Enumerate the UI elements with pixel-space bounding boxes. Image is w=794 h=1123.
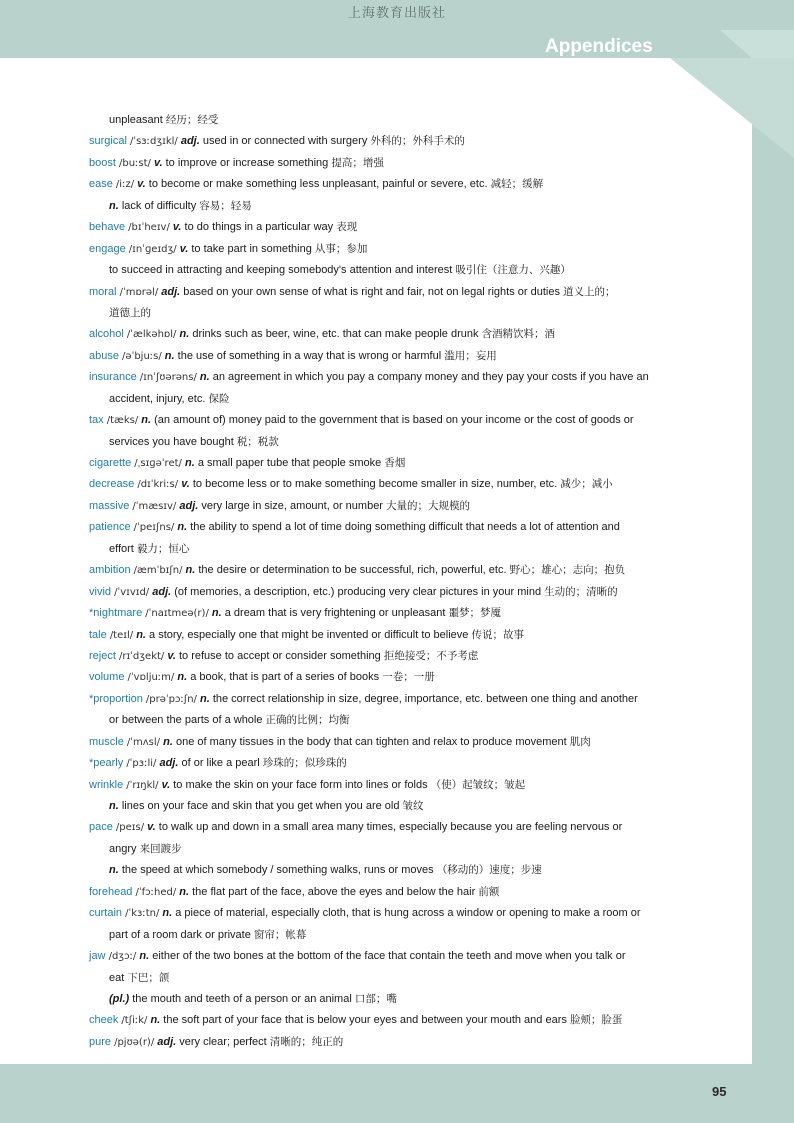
- glossary-line: [89, 324, 749, 345]
- part-of-speech: n.: [177, 671, 188, 684]
- glossary-line: [89, 968, 749, 989]
- definition: to become less or to make something become smaller in size, number, etc.: [192, 478, 558, 491]
- headword: decrease: [89, 478, 135, 491]
- translation: 皱纹: [402, 800, 424, 812]
- part-of-speech: adj.: [159, 757, 179, 770]
- phonetic: /prəˈpɔːʃn/: [145, 693, 197, 705]
- part-of-speech: adj.: [180, 135, 200, 148]
- definition: an agreement in which you pay a company money and they pay your costs if you have an: [212, 371, 649, 384]
- page-number: 95: [712, 1084, 727, 1099]
- phonetic: /æmˈbɪʃn/: [133, 565, 183, 577]
- glossary-line: [89, 239, 749, 260]
- glossary-list: [89, 110, 749, 1053]
- phonetic: /buːst/: [118, 157, 151, 169]
- headword: tale: [89, 628, 107, 641]
- translation: 窗帘；帐幕: [253, 928, 307, 941]
- glossary-line: [89, 389, 749, 410]
- part-of-speech: v.: [137, 178, 146, 191]
- definition: a small paper tube that people smoke: [197, 457, 382, 469]
- headword: cheek: [89, 1014, 119, 1027]
- glossary-line: [89, 817, 749, 838]
- glossary-line: [89, 882, 749, 903]
- translation: 减轻；缓解: [490, 178, 544, 191]
- glossary-line: [89, 410, 749, 431]
- headword: wrinkle: [89, 778, 124, 791]
- definition: the correct relationship in size, degree, importance, etc. between one thing and another: [212, 692, 638, 705]
- headword: forehead: [89, 885, 133, 898]
- phonetic: /tʃiːk/: [121, 1015, 148, 1027]
- glossary-line: [89, 946, 749, 967]
- translation: 含酒精饮料；酒: [481, 328, 556, 341]
- glossary-line: [89, 839, 749, 860]
- translation: 道义上的；: [563, 285, 616, 298]
- phonetic: /ˈfɔːhed/: [135, 886, 177, 898]
- glossary-line: [89, 110, 749, 131]
- headword: curtain: [89, 907, 123, 920]
- part-of-speech: adj.: [152, 585, 172, 598]
- translation: 外科的；外科手术的: [370, 135, 465, 148]
- definition: the flat part of the face, above the eyes and below the hair: [192, 885, 476, 898]
- phonetic: /ˈsɜːdʒɪkl/: [129, 136, 178, 148]
- phonetic: /ˈrɪŋkl/: [126, 779, 159, 791]
- translation: 毅力；恒心: [136, 542, 190, 555]
- headword: alcohol: [89, 328, 124, 341]
- headword: abuse: [89, 349, 119, 362]
- glossary-line: [89, 432, 749, 453]
- definition: to take part in something: [191, 242, 312, 255]
- translation: 大量的；大规模的: [386, 499, 471, 512]
- headword: boost: [89, 156, 116, 169]
- headword: volume: [89, 671, 125, 684]
- definition: lines on your face and skin that you get when you are old: [121, 800, 400, 812]
- definition: used in or connected with surgery: [202, 135, 368, 148]
- headword: muscle: [89, 735, 124, 748]
- glossary-line: [89, 689, 749, 710]
- definition: the use of something in a way that is wrong or harmful: [177, 349, 442, 362]
- glossary-line: [89, 1010, 749, 1031]
- phonetic: /dʒɔː/: [108, 951, 137, 963]
- part-of-speech: v.: [181, 478, 190, 491]
- glossary-line: [89, 582, 749, 603]
- glossary-line: [89, 860, 749, 881]
- glossary-line: [89, 153, 749, 174]
- glossary-line: [89, 496, 749, 517]
- translation: 减少；减小: [560, 478, 613, 491]
- translation: 野心；雄心；志向；抱负: [509, 564, 626, 577]
- definition: accident, injury, etc.: [109, 392, 206, 405]
- part-of-speech: n.: [199, 692, 210, 705]
- part-of-speech: v.: [161, 778, 171, 791]
- glossary-line: [89, 753, 749, 774]
- definition: the speed at which somebody / something walks, runs or moves: [121, 864, 434, 877]
- definition: to become or make something less unpleasant, painful or severe, etc.: [148, 178, 488, 191]
- translation: 香烟: [384, 457, 406, 469]
- section-title: Appendices: [545, 36, 653, 57]
- translation: 从事；参加: [314, 242, 368, 255]
- translation: （移动的）速度；步速: [436, 864, 542, 877]
- headword: jaw: [89, 950, 106, 963]
- glossary-line: [89, 603, 749, 624]
- translation: 前额: [478, 885, 500, 898]
- headword: patience: [89, 521, 131, 534]
- glossary-line: [89, 625, 749, 646]
- glossary-line: [89, 539, 749, 560]
- definition: (of memories, a description, etc.) producing very clear pictures in your mind: [174, 585, 542, 598]
- phonetic: /rɪˈdʒekt/: [118, 650, 165, 662]
- part-of-speech: n.: [177, 521, 188, 534]
- translation: 传说；故事: [471, 628, 524, 641]
- translation: 容易；轻易: [199, 199, 252, 212]
- glossary-line: [89, 667, 749, 688]
- glossary-line: [89, 474, 749, 495]
- headword: tax: [89, 414, 104, 427]
- translation: 脸颊；脸蛋: [569, 1014, 623, 1027]
- headword: *pearly: [89, 757, 124, 770]
- headword: cigarette: [89, 457, 132, 469]
- definition: or between the parts of a whole: [109, 714, 263, 727]
- phonetic: /əˈbjuːs/: [122, 350, 162, 362]
- definition: one of many tissues in the body that can tighten and relax to produce movement: [175, 735, 567, 748]
- phonetic: /bɪˈheɪv/: [128, 222, 170, 234]
- translation: 噩梦；梦魇: [448, 607, 502, 620]
- glossary-line: [89, 367, 749, 388]
- definition: based on your own sense of what is right and fair, not on legal rights or duties: [183, 285, 560, 298]
- phonetic: /ˈvɪvɪd/: [114, 586, 150, 598]
- translation: （使）起皱纹；皱起: [430, 778, 526, 791]
- definition: to make the skin on your face form into lines or folds: [173, 778, 428, 791]
- translation: 吸引住（注意力、兴趣）: [455, 264, 571, 277]
- glossary-line: [89, 903, 749, 924]
- translation: 下巴；颌: [127, 971, 170, 984]
- glossary-line: [89, 453, 749, 474]
- definition: a book, that is part of a series of books: [190, 671, 380, 684]
- part-of-speech: n.: [109, 199, 119, 212]
- translation: 保险: [208, 392, 230, 405]
- definition: part of a room dark or private: [109, 928, 251, 941]
- definition: to succeed in attracting and keeping somebody's attention and interest: [109, 264, 453, 277]
- definition: either of the two bones at the bottom of the face that contain the teeth and move when you talk or: [152, 950, 626, 963]
- headword: *nightmare: [89, 607, 143, 620]
- definition: (an amount of) money paid to the government that is based on your income or the cost of goods or: [154, 414, 634, 427]
- phonetic: /ˈmæsɪv/: [132, 500, 177, 512]
- translation: 珍珠的；似珍珠的: [262, 757, 347, 770]
- definition: unpleasant: [109, 114, 163, 126]
- phonetic: /ɪnˈʃʊərəns/: [139, 372, 197, 384]
- part-of-speech: (pl.): [109, 992, 130, 1005]
- phonetic: /ˈpɜːli/: [126, 758, 157, 770]
- translation: 拒绝接受；不予考虑: [383, 649, 479, 662]
- translation: 清晰的；纯正的: [269, 1035, 344, 1048]
- part-of-speech: n.: [150, 1014, 161, 1027]
- phonetic: /ˈvɒljuːm/: [127, 672, 175, 684]
- definition: a piece of material, especially cloth, that is hung across a window or opening to make a room or: [175, 907, 641, 920]
- part-of-speech: v.: [179, 242, 189, 255]
- phonetic: /tæks/: [106, 415, 139, 427]
- translation: 经历；经受: [165, 114, 219, 126]
- definition: to refuse to accept or consider something: [178, 649, 381, 662]
- glossary-line: [89, 282, 749, 303]
- headword: massive: [89, 499, 130, 512]
- definition: of or like a pearl: [181, 757, 260, 770]
- phonetic: /ˌsɪɡəˈret/: [134, 458, 182, 469]
- part-of-speech: n.: [109, 800, 119, 812]
- glossary-line: [89, 346, 749, 367]
- part-of-speech: n.: [211, 607, 222, 620]
- part-of-speech: v.: [167, 649, 176, 662]
- headword: pace: [89, 821, 113, 834]
- part-of-speech: n.: [185, 564, 196, 577]
- part-of-speech: n.: [109, 864, 119, 877]
- glossary-line: [89, 217, 749, 238]
- part-of-speech: n.: [163, 735, 173, 748]
- glossary-line: [89, 646, 749, 667]
- definition: angry: [109, 842, 137, 855]
- glossary-line: [89, 989, 749, 1010]
- definition: effort: [109, 542, 134, 555]
- phonetic: /peɪs/: [115, 822, 145, 834]
- glossary-line: [89, 517, 749, 538]
- glossary-line: [89, 710, 749, 731]
- headword: engage: [89, 242, 126, 255]
- phonetic: /ˈælkəhɒl/: [126, 329, 177, 341]
- headword: behave: [89, 221, 126, 234]
- translation: 肌肉: [569, 735, 591, 748]
- glossary-line: [89, 260, 749, 281]
- part-of-speech: n.: [199, 371, 210, 384]
- phonetic: /iːz/: [115, 179, 135, 191]
- definition: a dream that is very frightening or unpleasant: [224, 607, 446, 620]
- phonetic: /ˈnaɪtmeə(r)/: [145, 608, 209, 620]
- glossary-line: [89, 560, 749, 581]
- phonetic: /ɪnˈɡeɪdʒ/: [128, 243, 177, 255]
- translation: 税；税款: [236, 435, 279, 448]
- headword: *proportion: [89, 692, 143, 705]
- publisher-name: 上海教育出版社: [347, 6, 446, 21]
- headword: ease: [89, 178, 113, 191]
- part-of-speech: n.: [164, 349, 175, 362]
- definition: very clear; perfect: [179, 1035, 267, 1048]
- translation: 正确的比例；均衡: [265, 714, 350, 727]
- definition: to do things in a particular way: [184, 221, 334, 234]
- glossary-line: [89, 1032, 749, 1053]
- definition: to improve or increase something: [165, 156, 329, 169]
- part-of-speech: adj.: [179, 499, 199, 512]
- definition: lack of difficulty: [121, 199, 197, 212]
- definition: the mouth and teeth of a person or an animal: [132, 992, 352, 1005]
- glossary-line: [89, 131, 749, 152]
- definition: eat: [109, 971, 125, 984]
- glossary-line: [89, 796, 749, 817]
- translation: 表现: [336, 221, 358, 234]
- part-of-speech: v.: [147, 821, 156, 834]
- part-of-speech: n.: [139, 950, 150, 963]
- part-of-speech: v.: [153, 156, 163, 169]
- translation: 一卷；一册: [382, 671, 435, 684]
- part-of-speech: n.: [136, 628, 146, 641]
- definition: the soft part of your face that is below your eyes and between your mouth and ears: [163, 1014, 567, 1027]
- translation: 口部；嘴: [354, 992, 397, 1005]
- phonetic: /ˈmɒrəl/: [119, 286, 159, 298]
- phonetic: /ˈmʌsl/: [126, 736, 161, 748]
- translation: 生动的；清晰的: [544, 585, 618, 598]
- glossary-line: [89, 775, 749, 796]
- headword: vivid: [89, 585, 112, 598]
- part-of-speech: n.: [184, 457, 195, 469]
- definition: drinks such as beer, wine, etc. that can make people drunk: [192, 328, 479, 341]
- definition: a story, especially one that might be invented or difficult to believe: [149, 628, 469, 641]
- headword: pure: [89, 1035, 112, 1048]
- glossary-line: [89, 732, 749, 753]
- phonetic: /ˈkɜːtn/: [125, 908, 160, 920]
- headword: surgical: [89, 135, 127, 148]
- part-of-speech: adj.: [161, 285, 181, 298]
- translation: 来回踱步: [139, 842, 182, 855]
- glossary-line: [89, 174, 749, 195]
- part-of-speech: n.: [179, 328, 190, 341]
- headword: ambition: [89, 564, 131, 577]
- part-of-speech: n.: [179, 885, 190, 898]
- part-of-speech: adj.: [157, 1035, 177, 1048]
- phonetic: /ˈpeɪʃns/: [133, 522, 175, 534]
- phonetic: /pjʊə(r)/: [114, 1036, 155, 1048]
- phonetic: /teɪl/: [109, 629, 134, 641]
- definition: to walk up and down in a small area many times, especially because you are feeling nervous or: [158, 821, 623, 834]
- translation: 道德上的: [109, 306, 151, 319]
- part-of-speech: n.: [141, 414, 152, 427]
- headword: insurance: [89, 371, 137, 384]
- definition: services you have bought: [109, 435, 234, 448]
- translation: 滥用；妄用: [444, 349, 497, 362]
- part-of-speech: v.: [172, 221, 182, 234]
- translation: 提高；增强: [331, 156, 384, 169]
- glossary-line: [89, 303, 749, 324]
- glossary-line: [89, 925, 749, 946]
- definition: the desire or determination to be successful, rich, powerful, etc.: [198, 564, 507, 577]
- headword: reject: [89, 649, 116, 662]
- part-of-speech: n.: [162, 907, 173, 920]
- definition: the ability to spend a lot of time doing something difficult that needs a lot of attention and: [190, 521, 620, 534]
- headword: moral: [89, 285, 117, 298]
- glossary-line: [89, 196, 749, 217]
- phonetic: /dɪˈkriːs/: [137, 479, 179, 491]
- definition: very large in size, amount, or number: [201, 499, 383, 512]
